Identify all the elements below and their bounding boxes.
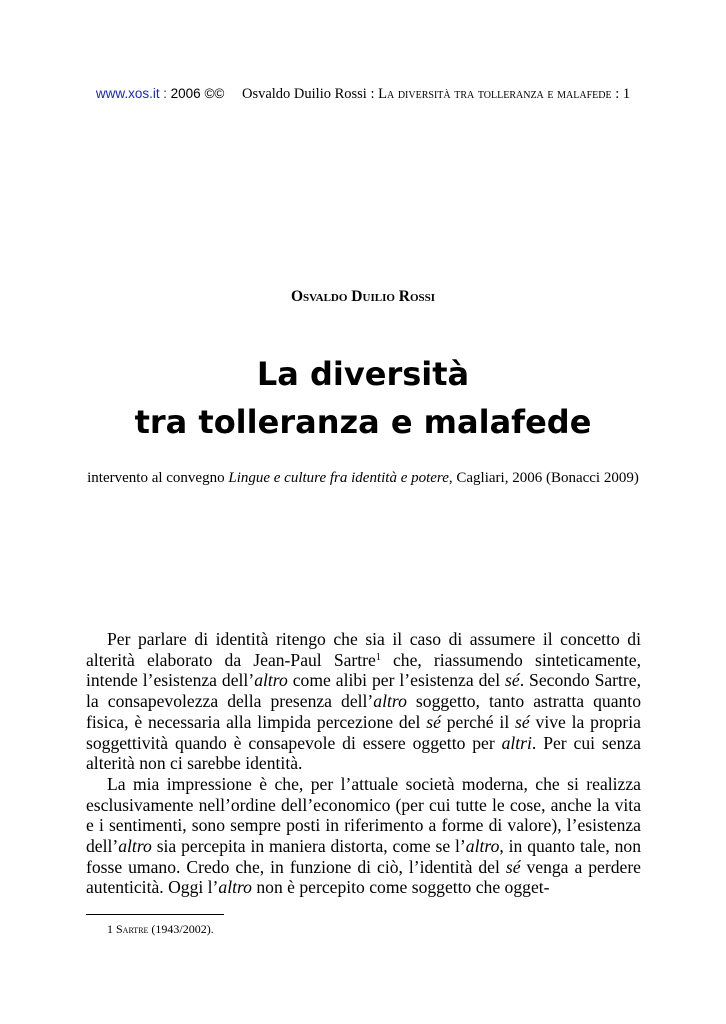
header-separator: : bbox=[163, 86, 168, 101]
header-title: La diversità tra tolleranza e malafede bbox=[378, 86, 612, 102]
document-subtitle bbox=[0, 470, 726, 487]
paragraph: Per parlare di identità ritengo che sia il caso di assumere il concetto di alterità elaborato da Jean-Paul Sartre$^1$ che, riassumendo sinteticamente, intende l’esistenza dell’altro come alibi per l’esistenza del sé. Secondo Sartre, la consapevolezza della presenza dell’altro soggetto, tanto astratta quanto fisica, è necessaria alla limpida percezione del sé perché il sé vive la propria soggettività quando è consapevole di essere oggetto per altri. Per cui senza alterità non ci sarebbe identità. bbox=[86, 629, 641, 774]
title-line-1: La diversità bbox=[256, 355, 470, 393]
header-author: Osvaldo Duilio Rossi bbox=[241, 86, 367, 102]
footnote-author: Sartre bbox=[116, 922, 149, 936]
footnote-divider bbox=[86, 914, 224, 915]
site-link[interactable]: www.xos.it bbox=[95, 86, 160, 101]
header-year: 2006 ©© bbox=[170, 86, 225, 101]
footnote-reference[interactable]: 1 bbox=[375, 651, 381, 663]
paragraph: La mia impressione è che, per l’attuale società moderna, che si realizza esclusivamente nell’ordine dell’economico (per cui tutte le cose, anche la vita e i sentimenti, sono sempre posti in riferimento a forme di valore), l’esistenza dell’altro sia percepita in maniera distorta, come se l’altro, in quanto tale, non fosse umano. Credo che, in funzione di ciò, l’identità del sé venga a perdere autenticità. Oggi l’altro non è percepito come soggetto che ogget- bbox=[86, 773, 641, 898]
body-text bbox=[86, 629, 641, 898]
footnote bbox=[107, 922, 214, 937]
header-separator: : bbox=[370, 86, 375, 102]
author-name: Osvaldo Duilio Rossi bbox=[290, 288, 436, 305]
footnote-number: 1 bbox=[107, 922, 113, 936]
subtitle-prefix: intervento al convegno bbox=[87, 470, 229, 486]
header-separator: : bbox=[615, 86, 620, 102]
page-number: 1 bbox=[622, 86, 631, 102]
footnote-reference-text: (1943/2002). bbox=[151, 922, 214, 936]
document-title bbox=[0, 350, 726, 446]
subtitle-event: Lingue e culture fra identità e potere bbox=[228, 470, 449, 486]
running-header bbox=[0, 86, 726, 103]
title-line-2: tra tolleranza e malafede bbox=[134, 403, 592, 441]
subtitle-suffix: , Cagliari, 2006 (Bonacci 2009) bbox=[448, 470, 639, 486]
